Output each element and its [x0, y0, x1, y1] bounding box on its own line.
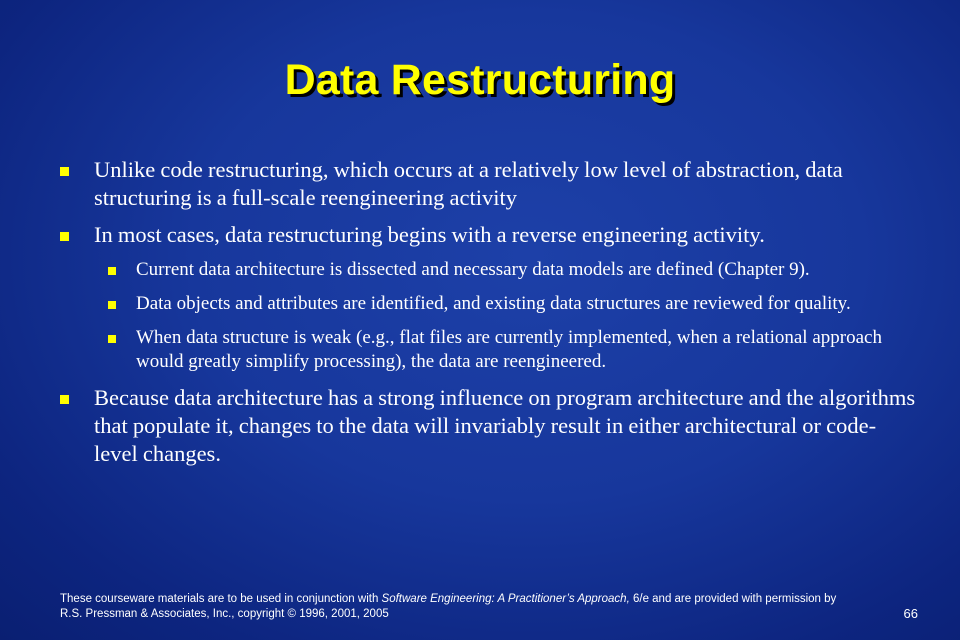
sub-bullet-item [58, 292, 918, 316]
slide-title: Data Restructuring [284, 56, 676, 104]
square-bullet-icon [60, 395, 69, 404]
square-bullet-icon [108, 335, 116, 343]
slide-body [58, 156, 918, 477]
footer-text: 6/e and are provided with permission by R.S. Pressman & Associates, Inc., copyright © 1996, 2001, 2005 [60, 593, 837, 620]
sub-bullet-item [58, 326, 918, 374]
square-bullet-icon [108, 267, 116, 275]
square-bullet-icon [108, 301, 116, 309]
sub-bullet-item [58, 258, 918, 282]
bullet-text: Unlike code restructuring, which occurs at a relatively low level of abstraction, data structuring is a full-scale reengineering activity [94, 157, 843, 210]
square-bullet-icon [60, 167, 69, 176]
bullet-item [58, 156, 918, 212]
sub-bullet-text: Current data architecture is dissected and necessary data models are defined (Chapter 9). [136, 259, 810, 280]
sub-bullet-text: When data structure is weak (e.g., flat files are currently implemented, when a relational approach would greatly simplify processing), the data are reengineered. [136, 327, 882, 372]
square-bullet-icon [60, 232, 69, 241]
footer-text: These courseware materials are to be used in conjunction with [60, 593, 382, 605]
sub-bullet-text: Data objects and attributes are identified, and existing data structures are reviewed for quality. [136, 293, 851, 314]
bullet-item [58, 221, 918, 249]
page-number: 66 [903, 606, 918, 621]
book-title: Software Engineering: A Practitioner’s Approach, [381, 593, 630, 605]
bullet-text: In most cases, data restructuring begins with a reverse engineering activity. [94, 222, 765, 247]
bullet-text: Because data architecture has a strong influence on program architecture and the algorithms that populate it, changes to the data will invariably result in either architectural or code-level changes. [94, 385, 916, 466]
bullet-item [58, 384, 918, 468]
copyright-footer [60, 592, 860, 622]
